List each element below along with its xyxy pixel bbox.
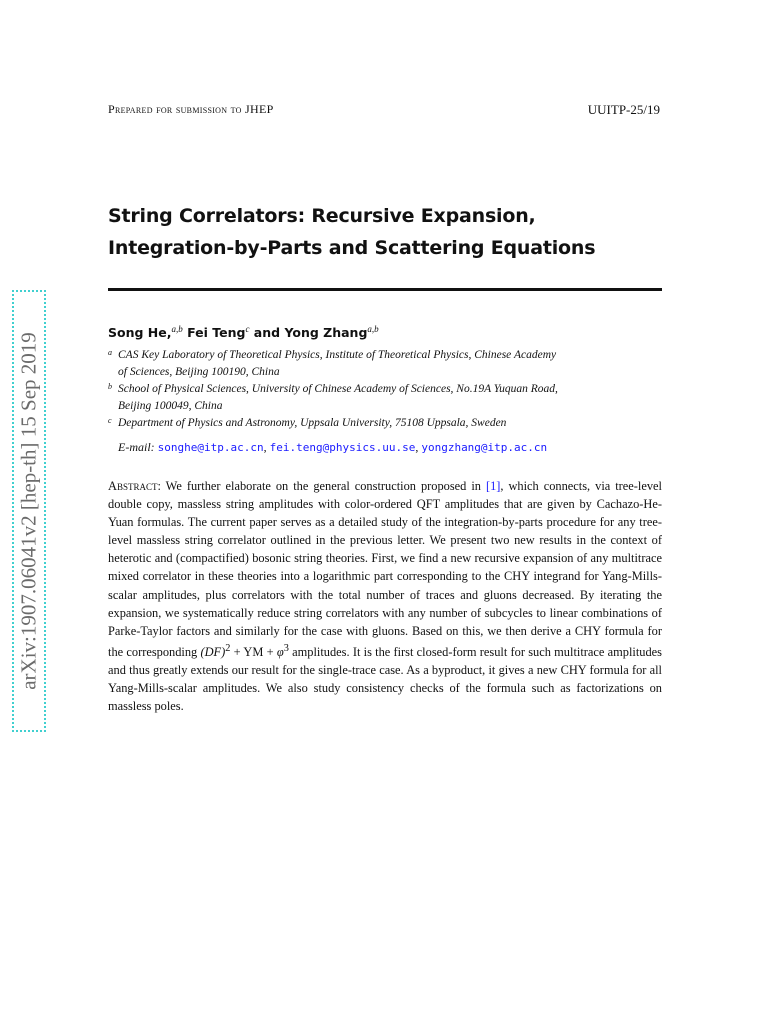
preprint-number: UUITP-25/19: [587, 102, 660, 117]
affiliation-b: [108, 381, 668, 415]
abstract: [108, 477, 662, 715]
author-name: Song He,: [108, 325, 172, 341]
email-link[interactable]: songhe@itp.ac.cn: [157, 441, 264, 454]
abstract-text: We further elaborate on the general construction proposed in: [165, 479, 486, 493]
email-label: E-mail:: [118, 440, 155, 454]
author-name: Fei Teng: [187, 325, 246, 341]
author-name: Yong Zhang: [284, 325, 368, 341]
author-affil-mark: a,b: [367, 324, 379, 334]
abstract-heading: Abstract:: [108, 479, 161, 493]
citation-link[interactable]: [1]: [485, 479, 501, 493]
paper-title: [108, 200, 668, 264]
affiliation-line: School of Physical Sciences, University of Chinese Academy of Sciences, No.19A Yuquan Road,: [118, 383, 558, 395]
math-exponent: 2: [225, 642, 231, 654]
affiliation-mark: a: [108, 348, 112, 357]
affiliation-mark: c: [108, 416, 112, 425]
journal-note: Prepared for submission to JHEP: [108, 102, 274, 116]
title-rule: [108, 288, 662, 291]
abstract-text: , which connects, via tree-level double copy, massless string amplitudes with color-ordered QFT amplitudes that are given by Cachazo-He-Yuan formulas. The current paper serves as a detailed study of the integration-by-parts procedure for any tree-level massless string correlator outlined in the previous letter. We present two new results in the context of heterotic and (compactified) bosonic string theories. First, we find a new recursive expansion of any multitrace mixed correlator in these theories into a logarithmic part corresponding to the CHY integrand for Yang-Mills-scalar amplitudes, plus correlators with the total number of traces and gluons decreased. By iterating the expansion, we systematically reduce string correlators with any number of subcycles to linear combinations of Parke-Taylor factors and similarly for the case with gluons. Based on this, we then derive a CHY formula for the corresponding: [108, 479, 662, 659]
arxiv-stamp[interactable]: arXiv:1907.06041v2 [hep-th] 15 Sep 2019: [16, 332, 41, 690]
affiliation-mark: b: [108, 382, 112, 391]
affiliation-line: Beijing 100049, China: [118, 400, 223, 412]
email-line: E-mail: songhe@itp.ac.cn, fei.teng@physics.uu.se, yongzhang@itp.ac.cn: [118, 440, 548, 454]
email-link[interactable]: yongzhang@itp.ac.cn: [421, 441, 548, 454]
math-exponent: 3: [283, 642, 289, 654]
author-conjunction: and: [253, 325, 281, 341]
author-affil-mark: c: [245, 324, 250, 334]
abstract-text: amplitudes. It is the first closed-form result for such multitrace amplitudes and thus greatly extends our result for the single-trace case. As a byproduct, it gives a new CHY formula for all Yang-Mills-scalar amplitudes. We also study consistency checks of the formula such as factorizations on massless poles.: [108, 644, 662, 714]
math-df: (DF): [200, 644, 226, 659]
affiliation-line: Department of Physics and Astronomy, Uppsala University, 75108 Uppsala, Sweden: [118, 417, 507, 429]
author-list: [108, 324, 379, 340]
affiliation-line: CAS Key Laboratory of Theoretical Physics, Institute of Theoretical Physics, Chinese Academy: [118, 349, 557, 361]
affiliation-a: [108, 347, 668, 381]
author-affil-mark: a,b: [171, 324, 183, 334]
affiliation-line: of Sciences, Beijing 100190, China: [118, 366, 280, 378]
email-link[interactable]: fei.teng@physics.uu.se: [269, 441, 416, 454]
title-line-1: String Correlators: Recursive Expansion,: [108, 205, 536, 227]
math-text: + YM +: [230, 644, 277, 659]
affiliations: [108, 347, 668, 432]
math-phi: φ: [276, 644, 284, 659]
affiliation-c: [108, 415, 668, 432]
title-line-2: Integration-by-Parts and Scattering Equations: [108, 237, 596, 259]
